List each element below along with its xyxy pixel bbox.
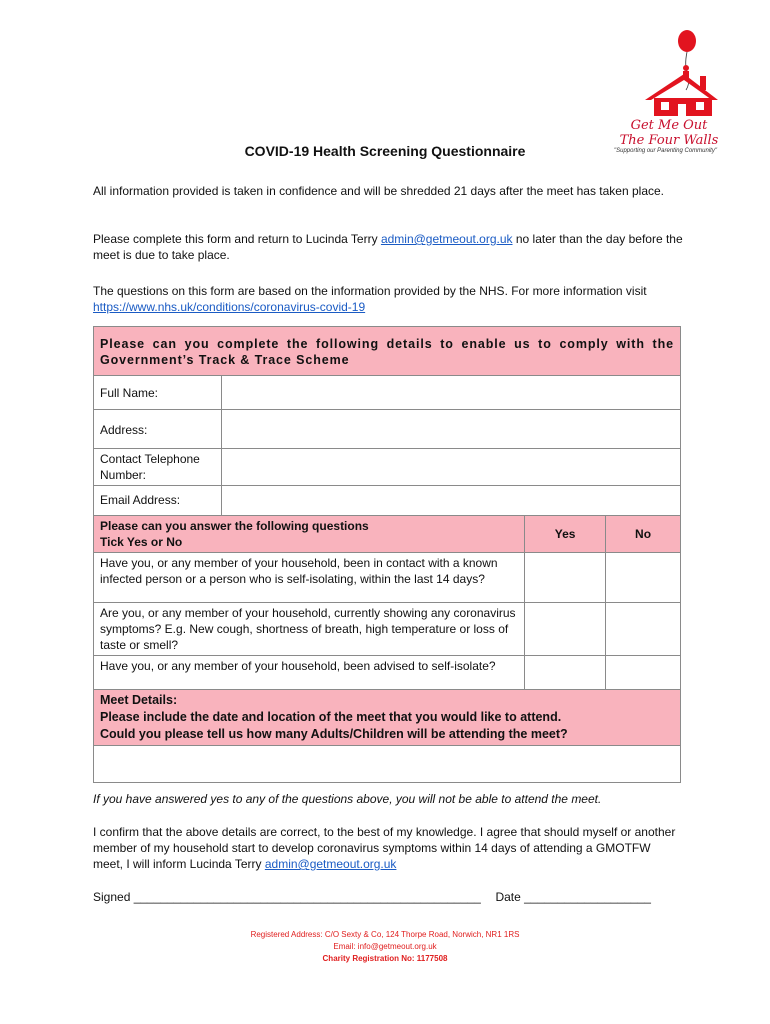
signature-line bbox=[93, 889, 683, 905]
screening-form-table bbox=[93, 326, 681, 783]
return-text-after: no later than the day before the meet is due to take place. bbox=[93, 232, 683, 262]
meet-header-line-2: Please include the date and location of the meet that you would like to attend. bbox=[100, 710, 562, 724]
confirm-email-link[interactable]: admin@getmeout.org.uk bbox=[264, 857, 397, 871]
confirm-text: I confirm that the above details are correct, to the best of my knowledge. I agree that should myself or another member of my household start to develop coronavirus symptoms within 14 days of attending a GMOTFW meet, I will inform Lucinda Terry bbox=[93, 825, 676, 871]
meet-details-input[interactable] bbox=[94, 746, 681, 783]
meet-details-header bbox=[94, 690, 681, 746]
question-3-yes-cell[interactable] bbox=[525, 656, 606, 690]
footer-email: Email: info@getmeout.org.uk bbox=[333, 942, 437, 951]
logo-line-1: Get Me Out bbox=[630, 118, 708, 133]
address-input[interactable] bbox=[221, 410, 680, 449]
page-title: COVID-19 Health Screening Questionnaire bbox=[244, 143, 526, 159]
questions-header-line-2: Tick Yes or No bbox=[100, 535, 183, 549]
meet-header-line-1: Meet Details: bbox=[100, 693, 178, 707]
question-1-no-cell[interactable] bbox=[606, 553, 681, 603]
nhs-link[interactable]: https://www.nhs.uk/conditions/coronavirus-covid-19 bbox=[93, 300, 366, 314]
logo-tagline: "Supporting our Parenting Community" bbox=[614, 148, 717, 154]
yes-column-header: Yes bbox=[525, 516, 606, 553]
telephone-input[interactable] bbox=[221, 449, 680, 486]
confirmation-text bbox=[93, 824, 683, 872]
return-instructions bbox=[93, 231, 683, 263]
field-label-telephone: Contact Telephone Number: bbox=[94, 449, 222, 486]
signed-field[interactable]: Signed ____________________________________________________ bbox=[93, 890, 481, 904]
question-2: Are you, or any member of your household, currently showing any coronavirus symptoms? E.g. New cough, shortness of breath, high temperature or loss of taste or smell? bbox=[94, 603, 525, 656]
footer-address: Registered Address: C/O Sexty & Co, 124 Thorpe Road, Norwich, NR1 1RS bbox=[250, 930, 520, 939]
question-3: Have you, or any member of your household, been advised to self-isolate? bbox=[94, 656, 525, 690]
intro-text: All information provided is taken in confidence and will be shredded 21 days after the meet has taken place. bbox=[93, 184, 665, 198]
questions-header bbox=[94, 516, 525, 553]
warning-text: If you have answered yes to any of the questions above, you will not be able to attend the meet. bbox=[93, 792, 602, 806]
question-2-no-cell[interactable] bbox=[606, 603, 681, 656]
email-input[interactable] bbox=[221, 486, 680, 516]
question-1: Have you, or any member of your household, been in contact with a known infected person or a person who is self-isolating, within the last 14 days? bbox=[94, 553, 525, 603]
question-2-yes-cell[interactable] bbox=[525, 603, 606, 656]
full-name-input[interactable] bbox=[221, 376, 680, 410]
date-field[interactable]: Date ___________________ bbox=[495, 890, 651, 904]
no-column-header: No bbox=[606, 516, 681, 553]
field-label-address: Address: bbox=[94, 410, 222, 449]
nhs-text: The questions on this form are based on the information provided by the NHS. For more information visit bbox=[93, 284, 647, 298]
meet-header-line-3: Could you please tell us how many Adults/Children will be attending the meet? bbox=[100, 727, 568, 741]
footer-charity-number: Charity Registration No: 1177508 bbox=[322, 954, 448, 963]
field-label-full-name: Full Name: bbox=[94, 376, 222, 410]
track-trace-header: Please can you complete the following details to enable us to comply with the Government’s Track & Trace Scheme bbox=[94, 327, 681, 376]
footer bbox=[0, 929, 770, 965]
questions-header-line-1: Please can you answer the following questions bbox=[100, 519, 369, 533]
logo-line-2: The Four Walls bbox=[619, 133, 719, 148]
nhs-info bbox=[93, 283, 683, 315]
question-1-yes-cell[interactable] bbox=[525, 553, 606, 603]
return-email-link[interactable]: admin@getmeout.org.uk bbox=[380, 232, 513, 246]
question-3-no-cell[interactable] bbox=[606, 656, 681, 690]
return-text-before: Please complete this form and return to Lucinda Terry bbox=[93, 232, 381, 246]
field-label-email: Email Address: bbox=[94, 486, 222, 516]
